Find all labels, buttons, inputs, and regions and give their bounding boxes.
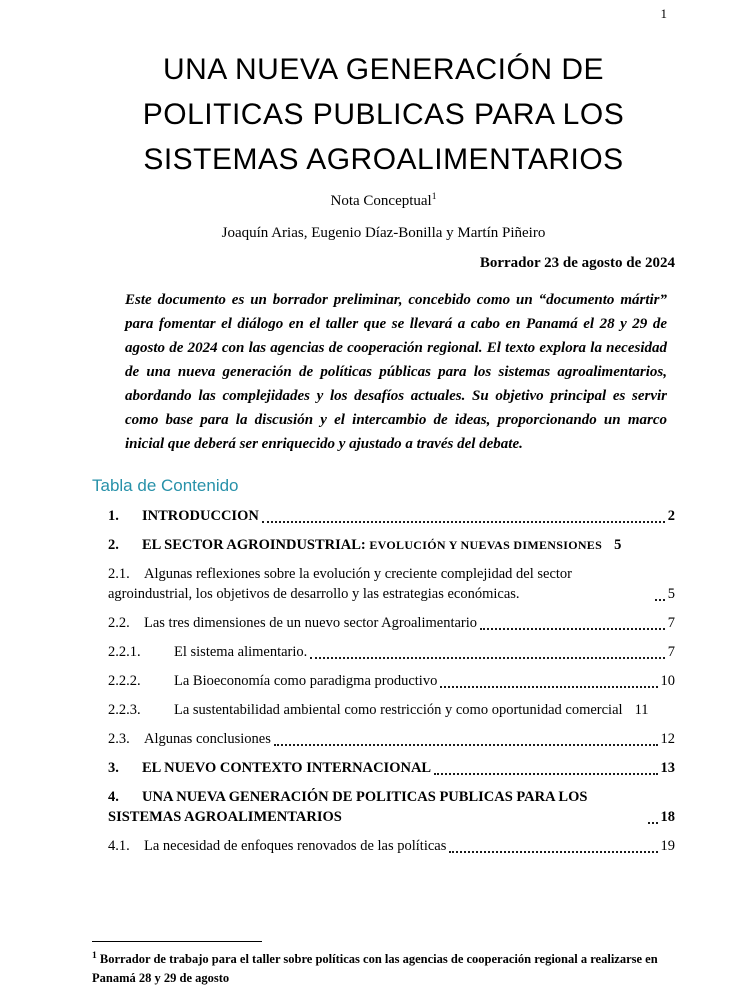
- title-line-3: SISTEMAS AGROALIMENTARIOS: [143, 143, 624, 176]
- footnote-separator: [92, 941, 262, 942]
- toc-entry-label: La necesidad de enfoques renovados de las políticas: [144, 838, 447, 854]
- toc-entry-text: [108, 758, 431, 778]
- toc-entry-number: 2.3.: [108, 731, 130, 747]
- toc-entry-label: Las tres dimensiones de un nuevo sector Agroalimentario: [144, 615, 478, 631]
- toc-dot-leader: [655, 599, 665, 601]
- subtitle-text: Nota Conceptual: [330, 193, 432, 209]
- abstract-paragraph: Este documento es un borrador preliminar, concebido como un “documento mártir” para fomentar el diálogo en el taller que se llevará a cabo en Panamá el 28 y 29 de agosto de 2024 con las agencias de cooperación regional. El texto explora la necesidad de una nueva generación de políticas públicas para los sistemas agroalimentarios, abordando las complejidades y los desafíos actuales. Su objetivo principal es servir como base para la discusión y el intercambio de ideas, proporcionando un marco inicial que deberá ser enriquecido y ajustado a través del debate.: [125, 292, 667, 452]
- toc-entry-text: [108, 613, 477, 633]
- toc-entry-text: [108, 642, 307, 662]
- footnote-text: Borrador de trabajo para el taller sobre políticas con las agencias de cooperación regional a realizarse en Panamá 28 y 29 de agosto: [92, 952, 658, 985]
- toc-entry-label-smallcaps: EVOLUCIÓN Y NUEVAS DIMENSIONES: [369, 538, 603, 552]
- toc-entry-label: EL NUEVO CONTEXTO INTERNACIONAL: [142, 760, 432, 776]
- toc-entry-number: 2.2.3.: [108, 702, 141, 718]
- toc-entry-number: 2.2.: [108, 615, 130, 631]
- toc-dot-leader: [480, 628, 665, 630]
- footnote-reference[interactable]: 1: [431, 192, 437, 202]
- toc-dot-leader: [262, 521, 665, 523]
- toc-entry-label: La sustentabilidad ambiental como restricción y como oportunidad comercial: [174, 702, 623, 718]
- toc-entry-number: 2.: [108, 537, 119, 553]
- toc-dot-leader: [310, 657, 664, 659]
- toc-page-number: 7: [667, 615, 675, 631]
- toc-entry-text: [108, 787, 645, 827]
- toc-entry[interactable]: [108, 836, 675, 856]
- toc-entry[interactable]: [108, 564, 675, 604]
- toc-page-number: 13: [660, 760, 675, 776]
- toc-entry[interactable]: [108, 535, 675, 555]
- title-line-2: POLITICAS PUBLICAS PARA LOS: [142, 98, 625, 131]
- toc-dot-leader: [274, 744, 658, 746]
- subtitle: [92, 192, 675, 210]
- toc-entry[interactable]: [108, 729, 675, 749]
- toc-entry[interactable]: [108, 758, 675, 778]
- toc-entry[interactable]: [108, 671, 675, 691]
- footnote-area: [92, 941, 681, 988]
- toc-entry[interactable]: [108, 642, 675, 662]
- toc-page-number: 18: [660, 809, 675, 825]
- toc-entry-text: [108, 506, 259, 526]
- toc-dot-leader: [434, 773, 657, 775]
- toc-entry[interactable]: [108, 700, 675, 720]
- toc-dot-leader: [648, 822, 658, 824]
- toc-entry-label: El sistema alimentario.: [174, 644, 308, 660]
- toc-entry-number: 2.2.2.: [108, 673, 141, 689]
- toc-dot-leader: [449, 851, 657, 853]
- toc-entry-text: [108, 836, 446, 856]
- toc-entry-number: 4.1.: [108, 838, 130, 854]
- toc-entry-number: 1.: [108, 508, 119, 524]
- toc-page-number: 2: [667, 508, 675, 524]
- toc-entry-text: [108, 700, 623, 720]
- toc-entry-text: [108, 535, 602, 555]
- toc-entry-number: 3.: [108, 760, 119, 776]
- toc-page-number: 12: [660, 731, 675, 747]
- footnote: [92, 947, 681, 988]
- toc-page-number: 10: [660, 673, 675, 689]
- toc-entry-label: La Bioeconomía como paradigma productivo: [174, 673, 438, 689]
- toc-entry-text: [108, 729, 271, 749]
- toc-page-number: 19: [660, 838, 675, 854]
- toc-entry[interactable]: [108, 506, 675, 526]
- page-number: 1: [660, 6, 667, 21]
- toc-entry-text: [108, 671, 437, 691]
- toc-page-number: 5: [667, 586, 675, 602]
- toc-page-number: 5: [614, 537, 622, 553]
- toc-entry-label: Algunas reflexiones sobre la evolución y creciente complejidad del sector agroindustrial, los objetivos de desarrollo y las estrategias económicas.: [108, 566, 572, 602]
- toc-page-number: 7: [667, 644, 675, 660]
- toc-entry-label: Algunas conclusiones: [144, 731, 271, 747]
- toc-dot-leader: [440, 686, 657, 688]
- toc-entry[interactable]: [108, 787, 675, 827]
- toc-entry-number: 2.1.: [108, 566, 130, 582]
- title-line-1: UNA NUEVA GENERACIÓN DE: [162, 53, 605, 86]
- toc-entry-label: EL SECTOR AGROINDUSTRIAL:: [142, 537, 370, 553]
- footnote-marker: 1: [92, 950, 97, 961]
- toc-entry-number: 4.: [108, 789, 119, 805]
- document-title: [92, 47, 675, 182]
- draft-date: Borrador 23 de agosto de 2024: [479, 255, 675, 271]
- toc-entry-label: UNA NUEVA GENERACIÓN DE POLITICAS PUBLICAS PARA LOS SISTEMAS AGROALIMENTARIOS: [108, 789, 588, 825]
- toc-entry-number: 2.2.1.: [108, 644, 141, 660]
- toc-entry-text: [108, 564, 652, 604]
- toc-heading: Tabla de Contenido: [92, 476, 239, 495]
- table-of-contents: [92, 506, 675, 856]
- toc-entry[interactable]: [108, 613, 675, 633]
- toc-entry-label: INTRODUCCION: [142, 508, 259, 524]
- authors-line: Joaquín Arias, Eugenio Díaz-Bonilla y Martín Piñeiro: [221, 225, 546, 241]
- toc-page-number: 11: [634, 702, 649, 718]
